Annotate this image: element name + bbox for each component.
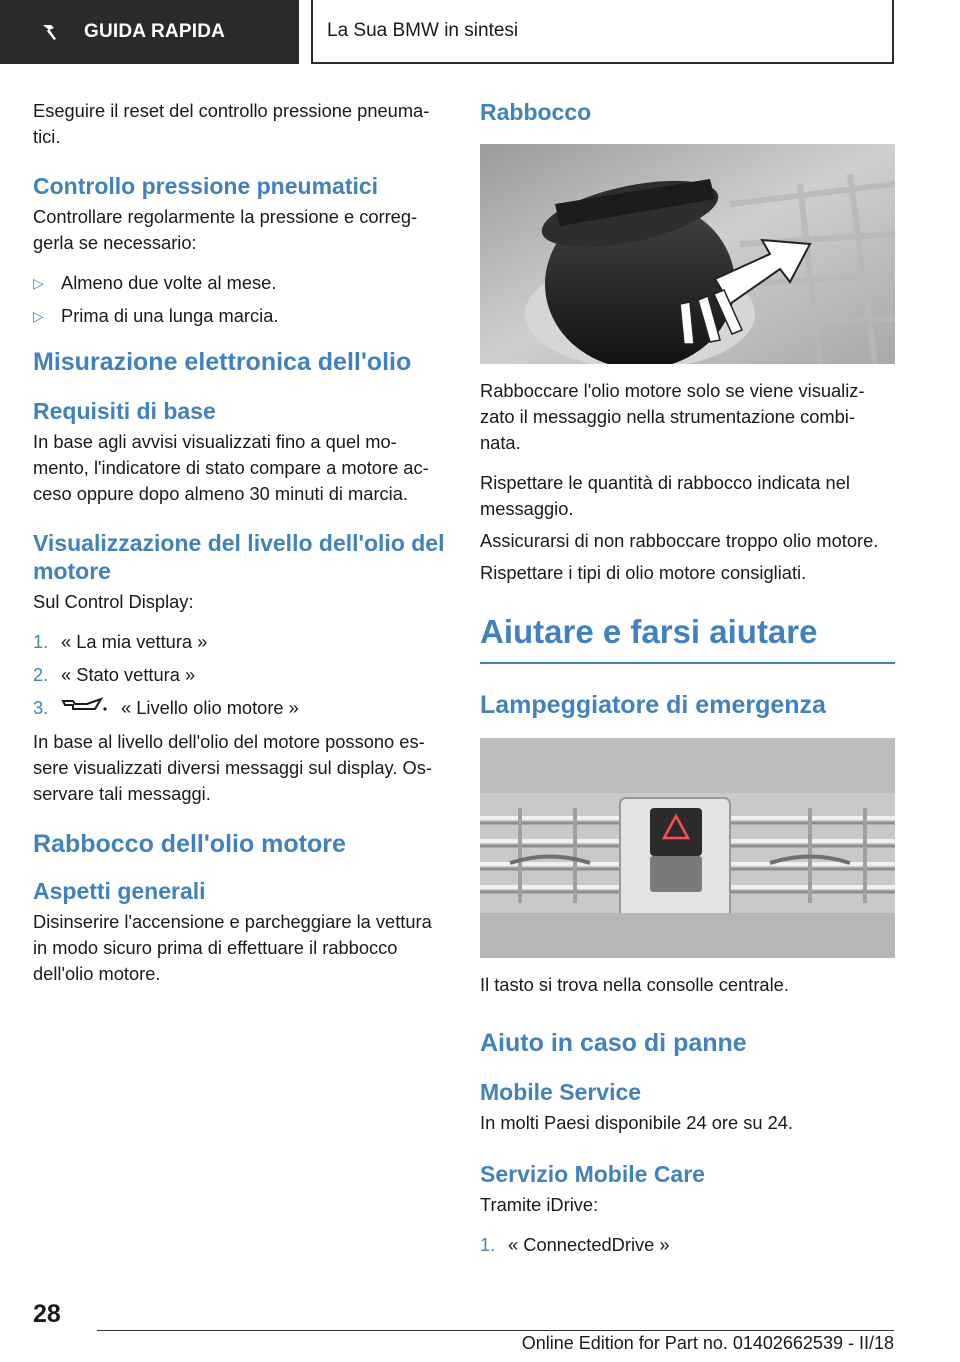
list-item: 1. « ConnectedDrive » — [480, 1234, 670, 1255]
requirements-text: In base agli avvisi visualizzati fino a quel mo-mento, l'indicatore di stato compare a motore ac-ceso oppure dopo almeno 30 minuti di marcia. — [33, 431, 429, 504]
rabbocco-p2: Rispettare le quantità di rabbocco indicata nel messaggio. — [480, 472, 850, 519]
oil-cap-photo — [480, 144, 895, 364]
oil-can-icon — [61, 695, 113, 722]
hazard-heading: Lampeggiatore di emergenza — [480, 691, 826, 719]
edition-text: Online Edition for Part no. 01402662539 - II/18 — [521, 1333, 894, 1353]
tire-check-list — [33, 270, 451, 329]
mobile-care-heading: Servizio Mobile Care — [480, 1161, 705, 1187]
mobile-service-heading: Mobile Service — [480, 1079, 642, 1105]
triangle-bullet-icon: ▷ — [33, 308, 44, 324]
list-item: 2. « Stato vettura » — [33, 664, 196, 685]
rabbocco-heading: Rabbocco — [480, 99, 592, 125]
list-item: 1. « La mia vettura » — [33, 631, 208, 652]
rabbocco-p3: Assicurarsi di non rabboccare troppo olio motore. — [480, 530, 879, 551]
section-label: GUIDA RAPIDA — [84, 21, 226, 42]
requirements-heading: Requisiti di base — [33, 398, 216, 424]
triangle-bullet-icon: ▷ — [33, 275, 44, 291]
mobile-care-steps — [480, 1232, 895, 1258]
mobile-care-text: Tramite iDrive: — [480, 1194, 599, 1215]
list-item: ▷ Prima di una lunga marcia. — [33, 303, 451, 329]
list-item: ▷ Almeno due volte al mese. — [33, 270, 451, 296]
oil-level-steps — [33, 629, 451, 722]
oil-level-heading: Visualizzazione del livello dell'olio del motore — [33, 530, 445, 584]
intro-paragraph: Eseguire il reset del controllo pressione pneuma-tici. — [33, 100, 430, 147]
oil-measure-heading: Misurazione elettronica dell'olio — [33, 348, 412, 376]
general-text: Disinserire l'accensione e parcheggiare la vettura in modo sicuro prima di effettuare il rabbocco dell'olio motore. — [33, 911, 432, 984]
oil-level-intro: Sul Control Display: — [33, 591, 194, 612]
general-heading: Aspetti generali — [33, 878, 206, 904]
right-column — [480, 98, 895, 1272]
topup-heading: Rabbocco dell'olio motore — [33, 830, 346, 858]
page-number: 28 — [33, 1300, 61, 1328]
rabbocco-p1: Rabboccare l'olio motore solo se viene visualiz-zato il messaggio nella strumentazione combi-nata. — [480, 380, 865, 453]
oil-level-note: In base al livello dell'olio del motore possono es-sere visualizzati diversi messaggi sul display. Os-servare tali messaggi. — [33, 731, 432, 804]
left-column — [33, 98, 451, 1001]
list-item: 3. « Livello olio motore » — [33, 695, 451, 722]
tire-check-heading: Controllo pressione pneumatici — [33, 173, 379, 199]
rabbocco-p4: Rispettare i tipi di olio motore consigliati. — [480, 562, 807, 583]
chapter-header — [311, 0, 894, 64]
tire-check-text: Controllare regolarmente la pressione e correg-gerla se necessario: — [33, 206, 418, 253]
mobile-service-text: In molti Paesi disponibile 24 ore su 24. — [480, 1112, 793, 1133]
hazard-text: Il tasto si trova nella consolle centrale. — [480, 974, 789, 995]
hammer-icon — [40, 21, 62, 43]
breakdown-heading: Aiuto in caso di panne — [480, 1029, 747, 1057]
section-tab[interactable] — [0, 0, 299, 64]
footer-divider — [97, 1330, 894, 1331]
help-heading: Aiutare e farsi aiutare — [480, 612, 895, 664]
hazard-switch-photo — [480, 738, 895, 958]
chapter-label: La Sua BMW in sintesi — [327, 20, 519, 41]
